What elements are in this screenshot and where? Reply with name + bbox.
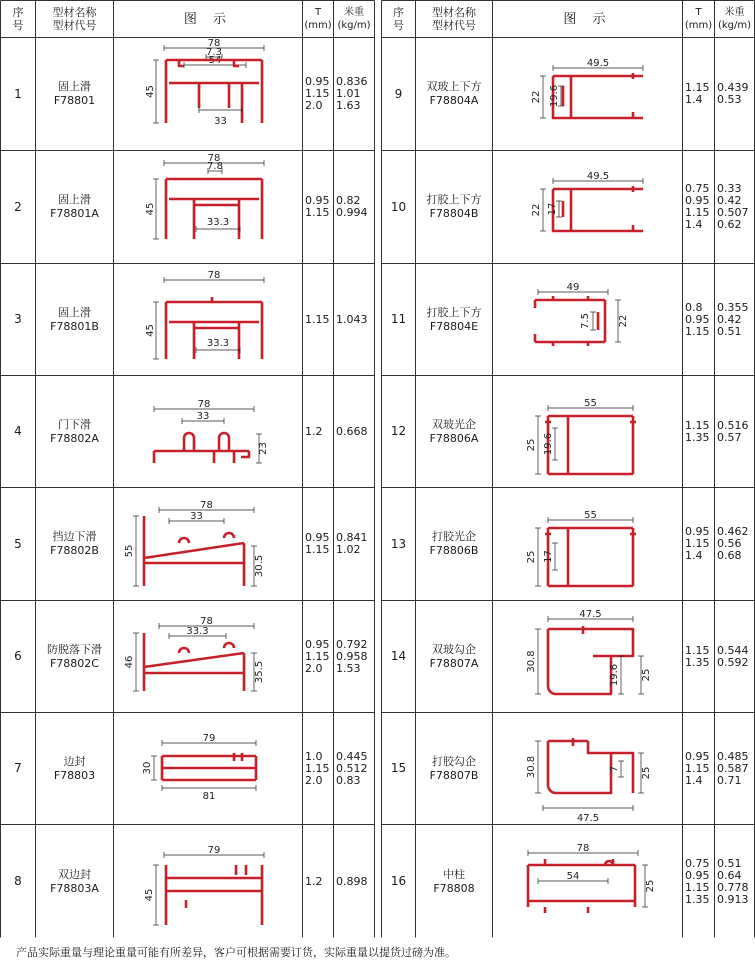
profile-name-cell	[416, 376, 492, 487]
thickness-value: 1.15	[685, 324, 710, 338]
weight-values	[715, 713, 754, 824]
profile-name: 双玻勾企	[432, 642, 476, 656]
row-index: 12	[390, 424, 407, 438]
profile-drawing	[114, 601, 302, 712]
dimension-label: 79	[207, 845, 221, 856]
header-index: 序 号	[393, 6, 404, 32]
thickness-value: 1.15	[305, 312, 330, 326]
thickness-values	[303, 825, 333, 938]
dimension-label: 7.3	[206, 47, 222, 58]
profile-code: F78808	[433, 881, 475, 895]
profile-name: 打胶上下方	[426, 193, 482, 206]
profile-name-cell	[416, 38, 492, 150]
weight-value: 0.841	[336, 531, 368, 544]
profile-drawing	[493, 488, 682, 600]
dimension-label: 45	[145, 324, 156, 337]
weight-value: 0.42	[717, 312, 742, 326]
thickness-value: 1.4	[685, 773, 703, 787]
row-index: 8	[14, 874, 22, 888]
thickness-value: 1.15	[685, 418, 710, 432]
thickness-values	[303, 264, 333, 375]
profile-name-cell	[36, 488, 113, 600]
weight-values	[334, 713, 374, 824]
dimension-label: 33	[196, 411, 210, 422]
thickness-value: 2.0	[305, 661, 323, 675]
profile-drawing	[493, 38, 682, 150]
thickness-value: 0.75	[685, 856, 710, 870]
weight-value: 1.02	[336, 543, 361, 556]
weight-value: 0.53	[717, 93, 742, 106]
profile-code: F78802A	[50, 431, 99, 445]
dimension-label: 78	[200, 616, 213, 627]
header-name: 型材名称 型材代号	[52, 6, 97, 32]
header-thickness: T (mm)	[684, 7, 713, 31]
thickness-values	[683, 825, 714, 938]
profile-outline	[144, 633, 244, 691]
dimension-label: 33.3	[206, 338, 230, 349]
weight-value: 0.33	[717, 182, 742, 195]
dimension-label: 78	[576, 843, 590, 854]
thickness-value: 1.15	[305, 761, 330, 775]
dimension-label: 25	[641, 766, 652, 780]
row-index: 1	[14, 86, 22, 101]
thickness-values	[303, 488, 333, 600]
profile-name-cell	[36, 151, 113, 263]
dimension-label: 78	[200, 500, 213, 511]
profile-drawing	[493, 713, 682, 824]
dimension-label: 19.6	[609, 663, 620, 687]
weight-values	[715, 38, 754, 150]
thickness-value: 1.15	[685, 206, 710, 219]
weight-values	[334, 264, 374, 375]
weight-values	[334, 601, 374, 712]
dimension-label: 49.5	[586, 171, 610, 182]
header-figure: 图 示	[183, 11, 233, 27]
profile-outline	[553, 186, 643, 231]
dimension-label: 54	[208, 55, 222, 66]
profile-figure	[114, 376, 302, 487]
weight-values	[715, 601, 754, 712]
profile-drawing	[493, 376, 682, 487]
profile-figure	[493, 264, 682, 375]
dimension-label: 78	[207, 153, 221, 164]
profile-drawing	[114, 376, 302, 487]
weight-value: 0.994	[336, 206, 368, 219]
profile-name: 边封	[63, 754, 86, 768]
thickness-value: 0.95	[685, 525, 710, 538]
thickness-value: 1.4	[685, 93, 703, 106]
dimension-label: 45	[145, 202, 156, 216]
weight-values	[715, 488, 754, 600]
weight-values	[334, 825, 374, 938]
profile-drawing	[493, 151, 682, 263]
profile-figure	[114, 488, 302, 600]
profile-figure	[493, 713, 682, 824]
profile-outline	[545, 528, 636, 586]
profile-name: 双玻光企	[432, 417, 476, 431]
weight-values	[334, 38, 374, 150]
weight-value: 0.512	[336, 761, 368, 775]
profile-outline	[528, 859, 635, 913]
profile-code: F78804A	[429, 94, 479, 107]
thickness-value: 1.15	[305, 87, 330, 100]
profile-name-cell	[36, 825, 113, 938]
weight-value: 0.83	[336, 773, 361, 787]
profile-name: 门下滑	[58, 417, 91, 431]
thickness-value: 0.75	[685, 182, 710, 195]
dimension-label: 55	[584, 398, 597, 409]
thickness-value: 1.2	[305, 424, 323, 438]
profile-name-cell	[36, 601, 113, 712]
weight-value: 1.53	[336, 661, 361, 675]
dimension-label: 81	[202, 791, 216, 802]
profile-name-cell	[416, 601, 492, 712]
thickness-value: 1.35	[685, 430, 710, 444]
header-weight: 米重 (kg/m)	[337, 7, 371, 31]
weight-value: 0.355	[717, 300, 749, 314]
dimension-label: 49	[566, 282, 580, 293]
thickness-value: 1.15	[685, 81, 710, 94]
row-index: 7	[14, 761, 22, 775]
profile-outline	[162, 753, 256, 780]
weight-value: 0.898	[336, 874, 368, 888]
profile-figure	[493, 488, 682, 600]
dimension-label: 25	[526, 438, 537, 452]
dimension-label: 17	[543, 550, 554, 563]
weight-value: 0.62	[717, 218, 742, 231]
profile-drawing	[493, 264, 682, 375]
dimension-label: 30	[142, 761, 153, 775]
thickness-value: 1.35	[685, 892, 710, 906]
weight-values	[715, 825, 754, 938]
thickness-values	[683, 38, 714, 150]
profile-name: 固上滑	[58, 80, 91, 93]
weight-values	[715, 151, 754, 263]
profile-name-cell	[36, 713, 113, 824]
thickness-values	[303, 376, 333, 487]
header-thickness: T (mm)	[304, 7, 332, 31]
profile-figure	[114, 601, 302, 712]
dimension-label: 54	[566, 871, 580, 882]
profile-name: 固上滑	[58, 193, 91, 206]
profile-code: F78807B	[429, 768, 479, 782]
profile-figure	[493, 376, 682, 487]
dimension-label: 7.5	[580, 313, 591, 329]
header-figure: 图 示	[563, 11, 612, 27]
weight-value: 0.836	[336, 75, 368, 88]
dimension-label: 33	[190, 511, 203, 522]
weight-values	[334, 151, 374, 263]
profile-drawing	[114, 264, 302, 375]
dimension-label: 30.8	[526, 650, 537, 673]
profile-outline	[548, 738, 633, 793]
row-index: 16	[390, 874, 407, 888]
thickness-values	[683, 264, 714, 375]
weight-value: 0.592	[717, 655, 749, 669]
weight-value: 1.043	[336, 312, 368, 326]
profile-outline	[166, 60, 262, 123]
profile-name: 打胶光企	[432, 530, 476, 543]
weight-value: 0.668	[336, 424, 368, 438]
thickness-value: 1.4	[685, 218, 703, 231]
row-index: 6	[14, 649, 22, 663]
weight-value: 1.01	[336, 87, 361, 100]
dimension-label: 33	[214, 116, 227, 127]
footnote: 产品实际重量与理论重量可能有所差异，客户可根据需要订货，实际重量以提货过磅为准。	[16, 946, 456, 959]
weight-value: 0.485	[717, 749, 749, 763]
thickness-value: 1.4	[685, 549, 703, 562]
profile-name: 挡边下滑	[52, 530, 97, 543]
thickness-value: 1.15	[305, 206, 330, 219]
row-index: 9	[394, 86, 403, 101]
profile-name: 防脱落下滑	[47, 642, 102, 656]
thickness-value: 1.15	[305, 649, 330, 663]
profile-drawing	[114, 713, 302, 824]
profile-name-cell	[36, 376, 113, 487]
thickness-value: 1.15	[685, 761, 710, 775]
thickness-value: 0.95	[685, 194, 710, 207]
profile-figure	[114, 38, 302, 150]
profile-outline	[553, 73, 643, 118]
thickness-value: 0.95	[305, 75, 330, 88]
weight-value: 0.913	[717, 892, 749, 906]
profile-figure	[493, 38, 682, 150]
profile-figure	[114, 151, 302, 263]
weight-values	[715, 264, 754, 375]
profile-figure	[114, 264, 302, 375]
row-index: 4	[14, 424, 22, 438]
row-index: 15	[390, 761, 407, 775]
profile-figure	[493, 151, 682, 263]
dimension-label: 35.5	[254, 660, 265, 684]
weight-value: 0.958	[336, 649, 368, 663]
dimension-label: 78	[207, 270, 221, 281]
profile-name: 双玻上下方	[426, 80, 482, 93]
thickness-value: 0.95	[685, 868, 710, 882]
thickness-values	[303, 713, 333, 824]
row-index: 2	[14, 199, 22, 214]
weight-value: 1.63	[336, 99, 361, 112]
weight-value: 0.51	[717, 856, 742, 870]
profile-code: F78806A	[429, 431, 479, 445]
profile-name-cell	[416, 151, 492, 263]
dimension-label: 22	[531, 203, 542, 217]
weight-values	[715, 376, 754, 487]
thickness-value: 1.15	[685, 537, 710, 550]
weight-value: 0.462	[717, 525, 749, 538]
profile-drawing	[114, 488, 302, 600]
profile-name: 中柱	[443, 867, 465, 881]
dimension-label: 47.5	[576, 813, 600, 824]
profile-drawing	[114, 151, 302, 263]
weight-value: 0.507	[717, 206, 749, 219]
thickness-values	[683, 151, 714, 263]
weight-value: 0.516	[717, 418, 749, 432]
dimension-label: 47.5	[579, 609, 602, 620]
profile-name-cell	[416, 713, 492, 824]
dimension-label: 22	[618, 314, 629, 328]
profile-drawing	[114, 38, 302, 150]
weight-value: 0.544	[717, 643, 749, 657]
profile-drawing	[493, 601, 682, 712]
row-index: 10	[390, 199, 407, 214]
thickness-value: 1.0	[305, 749, 323, 763]
profile-outline	[166, 865, 262, 925]
profile-code: F78802B	[50, 544, 99, 557]
thickness-value: 1.2	[305, 874, 323, 888]
dimension-label: 79	[202, 733, 216, 744]
thickness-value: 1.15	[685, 643, 710, 657]
profile-code: F78801	[53, 94, 96, 107]
thickness-values	[683, 601, 714, 712]
thickness-value: 0.95	[305, 637, 330, 651]
profile-outline	[535, 296, 605, 346]
dimension-label: 7.8	[207, 161, 223, 172]
profile-outline	[166, 179, 262, 239]
profile-name-cell	[36, 264, 113, 375]
profile-name: 打胶上下方	[426, 305, 482, 319]
profile-code: F78801A	[50, 207, 99, 220]
dimension-label: 22	[531, 90, 542, 104]
weight-value: 0.71	[717, 773, 742, 787]
profile-name-cell	[36, 38, 113, 150]
weight-value: 0.57	[717, 430, 742, 444]
profile-drawing	[493, 825, 682, 938]
profile-code: F78802C	[49, 656, 99, 670]
profile-code: F78801B	[50, 319, 99, 333]
profile-figure	[114, 825, 302, 938]
weight-value: 0.587	[717, 761, 749, 775]
profile-name: 双边封	[58, 867, 91, 881]
thickness-values	[683, 713, 714, 824]
dimension-label: 55	[124, 544, 135, 558]
weight-value: 0.68	[717, 549, 742, 562]
profile-name-cell	[416, 488, 492, 600]
profile-figure	[493, 601, 682, 712]
profile-name: 固上滑	[58, 305, 91, 319]
thickness-value: 1.15	[685, 880, 710, 894]
weight-value: 0.42	[717, 194, 742, 207]
row-index: 5	[14, 536, 22, 551]
dimension-label: 19.6	[543, 432, 554, 456]
weight-value: 0.778	[717, 880, 749, 894]
profile-code: F78804E	[429, 319, 479, 333]
profile-code: F78807A	[429, 656, 479, 670]
dimension-label: 30.8	[526, 755, 537, 779]
dimension-label: 33.3	[186, 626, 209, 637]
weight-value: 0.56	[717, 537, 742, 550]
profile-code: F78806B	[429, 544, 479, 557]
weight-value: 0.445	[336, 749, 368, 763]
dimension-label: 45	[144, 888, 155, 902]
profile-outline	[154, 433, 249, 463]
dimension-label: 25	[526, 550, 537, 564]
dimension-label: 25	[645, 879, 656, 893]
dimension-label: 49.5	[586, 58, 610, 69]
thickness-value: 0.95	[305, 531, 330, 544]
dimension-label: 78	[207, 38, 221, 49]
header-index: 序 号	[12, 6, 24, 32]
profile-code: F78803A	[50, 881, 99, 895]
dimension-label: 33.3	[206, 217, 230, 228]
weight-value: 0.51	[717, 324, 742, 338]
dimension-label: 19.6	[549, 84, 560, 108]
profile-outline	[548, 626, 633, 694]
dimension-label: 45	[145, 85, 156, 98]
profile-figure	[114, 713, 302, 824]
thickness-value: 1.35	[685, 655, 710, 669]
profile-name-cell	[416, 825, 492, 938]
dimension-label: 23	[258, 442, 269, 455]
thickness-values	[683, 488, 714, 600]
header-name: 型材名称 型材代号	[432, 6, 476, 32]
weight-value: 0.792	[336, 637, 368, 651]
thickness-value: 0.95	[305, 194, 330, 207]
row-index: 11	[390, 312, 407, 326]
thickness-value: 2.0	[305, 99, 323, 112]
profile-code: F78804B	[429, 207, 479, 220]
thickness-values	[303, 38, 333, 150]
header-weight: 米重 (kg/m)	[717, 7, 752, 31]
thickness-value: 1.15	[305, 543, 330, 556]
dimension-label: 55	[584, 510, 597, 521]
profile-code: F78803	[53, 768, 96, 782]
weight-value: 0.64	[717, 868, 742, 882]
row-index: 14	[390, 649, 407, 663]
weight-value: 0.82	[336, 194, 361, 207]
profile-figure	[493, 825, 682, 938]
dimension-label: 17	[547, 202, 558, 216]
thickness-value: 2.0	[305, 773, 323, 787]
thickness-values	[303, 151, 333, 263]
weight-values	[334, 488, 374, 600]
row-index: 3	[14, 312, 22, 326]
profile-name: 打胶勾企	[432, 754, 476, 768]
thickness-values	[683, 376, 714, 487]
thickness-value: 0.95	[685, 312, 710, 326]
dimension-label: 7	[609, 765, 620, 773]
thickness-values	[303, 601, 333, 712]
profile-name-cell	[416, 264, 492, 375]
row-index: 13	[390, 536, 407, 551]
profile-outline	[545, 416, 636, 474]
profile-drawing	[114, 825, 302, 938]
weight-value: 0.439	[717, 81, 749, 94]
profile-outline	[144, 516, 244, 586]
dimension-label: 46	[124, 655, 135, 669]
thickness-value: 0.8	[685, 300, 703, 314]
weight-values	[334, 376, 374, 487]
dimension-label: 25	[641, 668, 652, 682]
dimension-label: 30.5	[254, 554, 265, 578]
dimension-label: 78	[197, 399, 211, 410]
thickness-value: 0.95	[685, 749, 710, 763]
